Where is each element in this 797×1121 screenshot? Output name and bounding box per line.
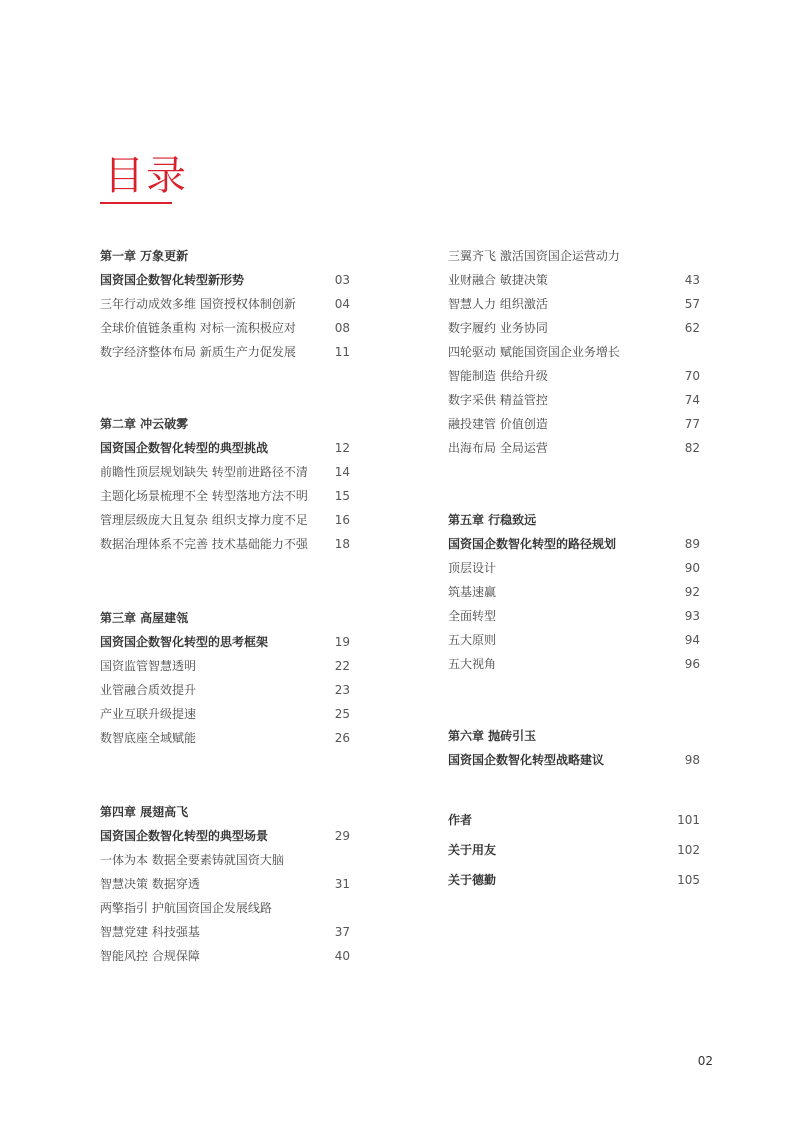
toc-chapter-2 bbox=[100, 416, 350, 560]
toc-entry-text: 四轮驱动 赋能国资国企业务增长 bbox=[448, 345, 620, 359]
toc-entry-text: 业管融合质效提升 bbox=[100, 683, 197, 697]
toc-entry[interactable] bbox=[448, 560, 700, 584]
toc-entry-text: 智慧人力 组织激活 bbox=[448, 297, 548, 311]
page-ref: 03 bbox=[334, 273, 350, 287]
toc-entry[interactable] bbox=[448, 344, 700, 368]
toc-entry-text: 三年行动成效多维 国资授权体制创新 bbox=[100, 297, 296, 311]
toc-entry-text: 主题化场景梳理不全 转型落地方法不明 bbox=[100, 489, 308, 503]
chapter-title[interactable]: 第五章 行稳致远 bbox=[448, 513, 537, 527]
toc-entry-text: 数据治理体系不完善 技术基础能力不强 bbox=[100, 537, 308, 551]
toc-entry[interactable] bbox=[100, 344, 350, 368]
toc-entry-text: 数字经济整体布局 新质生产力促发展 bbox=[100, 345, 296, 359]
page-ref: 11 bbox=[334, 345, 350, 359]
toc-entry[interactable] bbox=[448, 272, 700, 296]
toc-entry-text: 数智底座全域赋能 bbox=[100, 731, 197, 745]
toc-entry[interactable] bbox=[448, 368, 700, 392]
toc-chapter-3 bbox=[100, 610, 350, 754]
toc-entry[interactable] bbox=[448, 416, 700, 440]
page-ref: 82 bbox=[684, 441, 700, 455]
toc-appendix bbox=[448, 812, 700, 902]
page-ref: 102 bbox=[677, 843, 700, 857]
toc-entry-text: 前瞻性顶层规划缺失 转型前进路径不清 bbox=[100, 465, 308, 479]
toc-entry-text: 出海布局 全局运营 bbox=[448, 441, 548, 455]
toc-entry-text: 智慧党建 科技强基 bbox=[100, 925, 200, 939]
page-title: 目录 bbox=[104, 153, 188, 199]
page-ref: 74 bbox=[684, 393, 700, 407]
toc-entry[interactable] bbox=[100, 488, 350, 512]
page-ref: 40 bbox=[334, 949, 350, 963]
chapter-subtitle[interactable] bbox=[100, 634, 350, 658]
page-ref: 57 bbox=[684, 297, 700, 311]
toc-entry-text: 作者 bbox=[448, 813, 473, 827]
title-underline bbox=[100, 202, 172, 204]
toc-chapter-5 bbox=[448, 512, 700, 680]
page-ref: 92 bbox=[684, 585, 700, 599]
toc-entry[interactable] bbox=[100, 706, 350, 730]
toc-entry[interactable] bbox=[448, 812, 700, 842]
toc-entry[interactable] bbox=[448, 872, 700, 902]
page-ref: 26 bbox=[334, 731, 350, 745]
chapter-subtitle-text: 国资国企数智化转型的典型场景 bbox=[100, 829, 269, 843]
toc-entry[interactable] bbox=[100, 536, 350, 560]
toc-entry-text: 智能风控 合规保障 bbox=[100, 949, 200, 963]
page-ref: 93 bbox=[684, 609, 700, 623]
page-ref: 18 bbox=[334, 537, 350, 551]
toc-entry-text: 两擎指引 护航国资国企发展线路 bbox=[100, 901, 272, 915]
toc-entry-text: 数字履约 业务协同 bbox=[448, 321, 548, 335]
toc-entry-text: 顶层设计 bbox=[448, 561, 497, 575]
chapter-title[interactable]: 第二章 冲云破雾 bbox=[100, 417, 189, 431]
page-ref: 77 bbox=[684, 417, 700, 431]
toc-entry-text: 业财融合 敏捷决策 bbox=[448, 273, 548, 287]
toc-entry[interactable] bbox=[100, 658, 350, 682]
page-ref: 37 bbox=[334, 925, 350, 939]
chapter-subtitle[interactable] bbox=[100, 828, 350, 852]
page-ref: 12 bbox=[334, 441, 350, 455]
toc-entry-text: 筑基速赢 bbox=[448, 585, 497, 599]
page-ref: 31 bbox=[334, 877, 350, 891]
chapter-subtitle[interactable] bbox=[448, 752, 700, 776]
toc-entry-text: 关于用友 bbox=[448, 843, 497, 857]
toc-entry[interactable] bbox=[448, 608, 700, 632]
toc-entry[interactable] bbox=[100, 512, 350, 536]
page-ref: 14 bbox=[334, 465, 350, 479]
toc-entry-text: 数字采供 精益管控 bbox=[448, 393, 548, 407]
page-ref: 16 bbox=[334, 513, 350, 527]
page-ref: 25 bbox=[334, 707, 350, 721]
toc-entry[interactable] bbox=[448, 320, 700, 344]
toc-entry[interactable] bbox=[448, 584, 700, 608]
page-ref: 19 bbox=[334, 635, 350, 649]
chapter-title[interactable]: 第三章 高屋建瓴 bbox=[100, 611, 189, 625]
toc-entry-text: 一体为本 数据全要素铸就国资大脑 bbox=[100, 853, 284, 867]
toc-entry[interactable] bbox=[100, 682, 350, 706]
page-ref: 29 bbox=[334, 829, 350, 843]
toc-entry-text: 融投建管 价值创造 bbox=[448, 417, 548, 431]
toc-entry[interactable] bbox=[100, 320, 350, 344]
toc-entry[interactable] bbox=[100, 730, 350, 754]
toc-entry-text: 管理层级庞大且复杂 组织支撑力度不足 bbox=[100, 513, 308, 527]
toc-entry-text: 关于德勤 bbox=[448, 873, 497, 887]
page-number: 02 bbox=[697, 1054, 713, 1068]
toc-entry-text: 三翼齐飞 激活国资国企运营动力 bbox=[448, 249, 620, 263]
page-ref: 98 bbox=[684, 753, 700, 767]
toc-chapter-4-continued bbox=[448, 248, 700, 464]
chapter-title[interactable]: 第四章 展翅高飞 bbox=[100, 805, 189, 819]
page-ref: 08 bbox=[334, 321, 350, 335]
toc-entry-text: 智慧决策 数据穿透 bbox=[100, 877, 200, 891]
page-ref: 70 bbox=[684, 369, 700, 383]
toc-entry[interactable] bbox=[448, 632, 700, 656]
chapter-title[interactable]: 第六章 抛砖引玉 bbox=[448, 729, 537, 743]
page-ref: 105 bbox=[677, 873, 700, 887]
toc-entry[interactable] bbox=[100, 900, 350, 924]
chapter-title[interactable]: 第一章 万象更新 bbox=[100, 249, 189, 263]
toc-entry[interactable] bbox=[448, 440, 700, 464]
page-ref: 94 bbox=[684, 633, 700, 647]
toc-entry-text: 产业互联升级提速 bbox=[100, 707, 197, 721]
chapter-subtitle-text: 国资国企数智化转型的典型挑战 bbox=[100, 441, 269, 455]
toc-entry-text: 五大原则 bbox=[448, 633, 497, 647]
toc-entry[interactable] bbox=[100, 924, 350, 948]
toc-entry[interactable] bbox=[448, 656, 700, 680]
chapter-subtitle-text: 国资国企数智化转型新形势 bbox=[100, 273, 245, 287]
toc-entry[interactable] bbox=[100, 948, 350, 972]
toc-entry[interactable] bbox=[100, 852, 350, 876]
chapter-subtitle[interactable] bbox=[100, 272, 350, 296]
toc-entry[interactable] bbox=[100, 464, 350, 488]
chapter-subtitle-text: 国资国企数智化转型战略建议 bbox=[448, 753, 605, 767]
chapter-subtitle-text: 国资国企数智化转型的思考框架 bbox=[100, 635, 269, 649]
toc-chapter-6 bbox=[448, 728, 700, 776]
toc-entry[interactable] bbox=[100, 876, 350, 900]
toc-entry[interactable] bbox=[100, 296, 350, 320]
toc-entry[interactable] bbox=[448, 392, 700, 416]
toc-entry-text: 全面转型 bbox=[448, 609, 497, 623]
chapter-subtitle[interactable] bbox=[100, 440, 350, 464]
chapter-subtitle-text: 国资国企数智化转型的路径规划 bbox=[448, 537, 617, 551]
page-ref: 23 bbox=[334, 683, 350, 697]
page-ref: 15 bbox=[334, 489, 350, 503]
chapter-subtitle[interactable] bbox=[448, 536, 700, 560]
page-ref: 96 bbox=[684, 657, 700, 671]
page-ref: 90 bbox=[684, 561, 700, 575]
toc-chapter-4 bbox=[100, 804, 350, 972]
page-ref: 89 bbox=[684, 537, 700, 551]
toc-entry[interactable] bbox=[448, 296, 700, 320]
toc-chapter-1 bbox=[100, 248, 350, 368]
page-ref: 62 bbox=[684, 321, 700, 335]
toc-entry[interactable] bbox=[448, 842, 700, 872]
page-ref: 101 bbox=[677, 813, 700, 827]
page-ref: 22 bbox=[334, 659, 350, 673]
page-ref: 43 bbox=[684, 273, 700, 287]
toc-entry[interactable] bbox=[448, 248, 700, 272]
toc-entry-text: 智能制造 供给升级 bbox=[448, 369, 548, 383]
toc-entry-text: 全球价值链条重构 对标一流积极应对 bbox=[100, 321, 296, 335]
toc-entry-text: 国资监管智慧透明 bbox=[100, 659, 197, 673]
page-ref: 04 bbox=[334, 297, 350, 311]
toc-entry-text: 五大视角 bbox=[448, 657, 497, 671]
